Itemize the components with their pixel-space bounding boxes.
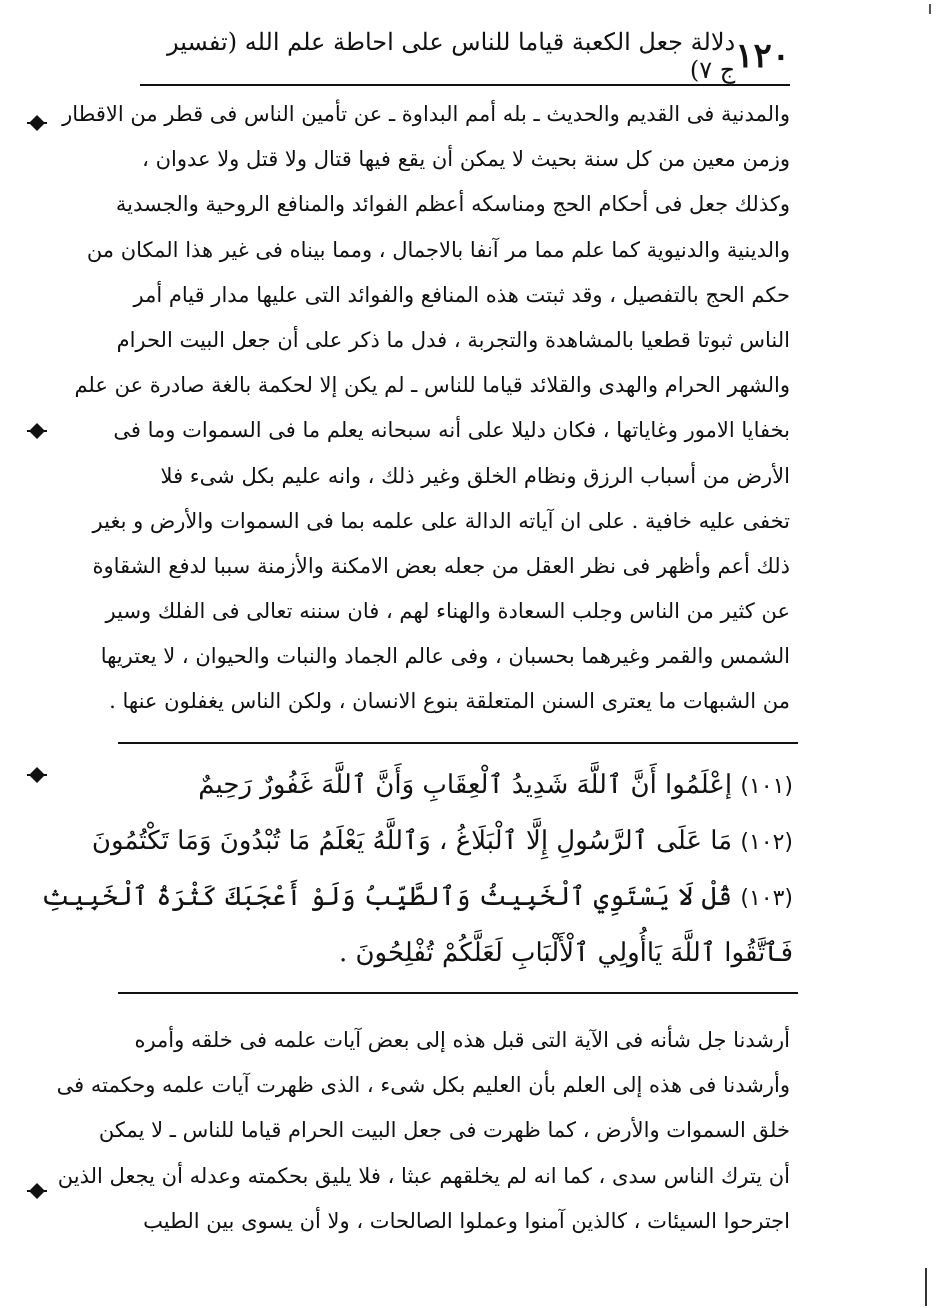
text-line: الناس ثبوتا قطعيا بالمشاهدة والتجربة ، فدل ما ذكر على أن جعل البيت الحرام (116, 327, 790, 352)
verse-text: فَٱتَّقُوا ٱللَّهَ يَاأُولِي ٱلْأَلْبَابِ لَعَلَّكُمْ تُفْلِحُونَ . (338, 938, 793, 968)
text-line: بخفايا الامور وغاياتها ، فكان دليلا على أنه سبحانه يعلم ما فى السموات وما فى (113, 418, 790, 443)
text-line: وأرشدنا فى هذه إلى العلم بأن العليم بكل شىء ، الذى ظهرت آيات علمه وحكمته فى (56, 1073, 790, 1098)
page-number: ١٢٠ (735, 36, 790, 76)
verse-line (113, 757, 793, 813)
section-divider (118, 742, 798, 744)
section-divider (118, 992, 798, 994)
header-rule (140, 84, 790, 86)
punch-hole-mark-icon (26, 420, 48, 442)
running-title: دلالة جعل الكعبة قياما للناس على احاطة علم الله (تفسير ج ٧) (167, 28, 736, 84)
page-header (150, 30, 790, 82)
text-line: خلق السموات والأرض ، كما ظهرت فى جعل البيت الحرام قياما للناس ـ لا يمكن (98, 1118, 790, 1143)
text-line: تخفى عليه خافية . على ان آياته الدالة على علمه بما فى السموات والأرض و بغير (92, 508, 790, 533)
verse-line (91, 813, 793, 869)
text-line: حكم الحج بالتفصيل ، وقد ثبتت هذه المنافع والفوائد التى عليها مدار قيام أمر (133, 282, 790, 307)
text-line: اجترحوا السيئات ، كالذين آمنوا وعملوا الصالحات ، ولا أن يسوى بين الطيب (143, 1208, 790, 1233)
text-line: من الشبهات ما يعترى السنن المتعلقة بنوع الانسان ، ولكن الناس يغفلون عنها . (109, 689, 790, 714)
text-line: الشمس والقمر وغيرهما بحسبان ، وفى عالم الجماد والنبات والحيوان ، لا يعتريها (100, 644, 790, 669)
verse-line (113, 925, 793, 981)
text-line: عن كثير من الناس وجلب السعادة والهناء لهم ، فان سننه تعالى فى الفلك وسير (105, 599, 790, 624)
quran-verses (41, 757, 793, 981)
text-line: الأرض من أسباب الرزق ونظام الخلق وغير ذلك ، وانه عليم بكل شىء فلا (160, 463, 790, 488)
commentary-paragraph-top (62, 92, 790, 725)
verse-number: (١٠١) (740, 774, 793, 799)
punch-hole-mark-icon (26, 112, 48, 134)
text-line: والشهر الحرام والهدى والقلائد قياما للناس ـ لم يكن إلا لحكمة بالغة صادرة عن علم (74, 373, 790, 398)
punch-hole-mark-icon (26, 1180, 48, 1202)
verse-line (41, 869, 793, 925)
scan-corner-mark (929, 4, 931, 14)
text-line: وكذلك جعل فى أحكام الحج ومناسكه أعظم الفوائد والمنافع الروحية والجسدية (115, 192, 790, 217)
scan-edge-line (925, 1268, 927, 1306)
verse-text: إعْلَمُوا أَنَّ ٱللَّهَ شَدِيدُ ٱلْعِقَابِ وَأَنَّ ٱللَّهَ غَفُورٌ رَحِيمٌ (198, 770, 733, 800)
verse-number: (١٠٣) (740, 886, 793, 911)
text-line: أن يترك الناس سدى ، كما انه لم يخلقهم عبثا ، فلا يليق بحكمته وعدله أن يجعل الذين (57, 1163, 790, 1188)
text-line: ذلك أعم وأظهر فى نظر العقل من جعله بعض الامكنة والأزمنة سببا لدفع الشقاوة (92, 553, 790, 578)
verse-text: مَا عَلَى ٱلرَّسُولِ إِلَّا ٱلْبَلَاغُ ، وَٱللَّهُ يَعْلَمُ مَا تُبْدُونَ وَمَا تَكْتُمُونَ (91, 826, 733, 856)
text-line: وزمن معين من كل سنة بحيث لا يمكن أن يقع فيها قتال ولا قتل ولا عدوان ، (142, 147, 790, 172)
text-line: أرشدنا جل شأنه فى الآية التى قبل هذه إلى بعض آيات علمه فى خلقه وأمره (134, 1028, 790, 1052)
text-line: والدينية والدنيوية كما علم مما مر آنفا بالاجمال ، ومما بيناه فى غير هذا المكان من (86, 237, 790, 262)
verse-number: (١٠٢) (740, 830, 793, 855)
punch-hole-mark-icon (26, 764, 48, 786)
verse-text: قُلْ لَا يَسْتَوِي ٱلْخَبِيثُ وَٱلطَّيِّبُ وَلَوْ أَعْجَبَكَ كَثْرَةُ ٱلْخَبِيثِ (41, 882, 733, 912)
commentary-paragraph-bottom (56, 1018, 790, 1244)
text-line: والمدنية فى القديم والحديث ـ بله أمم البداوة ـ عن تأمين الناس فى قطر من الاقطار (62, 102, 790, 126)
